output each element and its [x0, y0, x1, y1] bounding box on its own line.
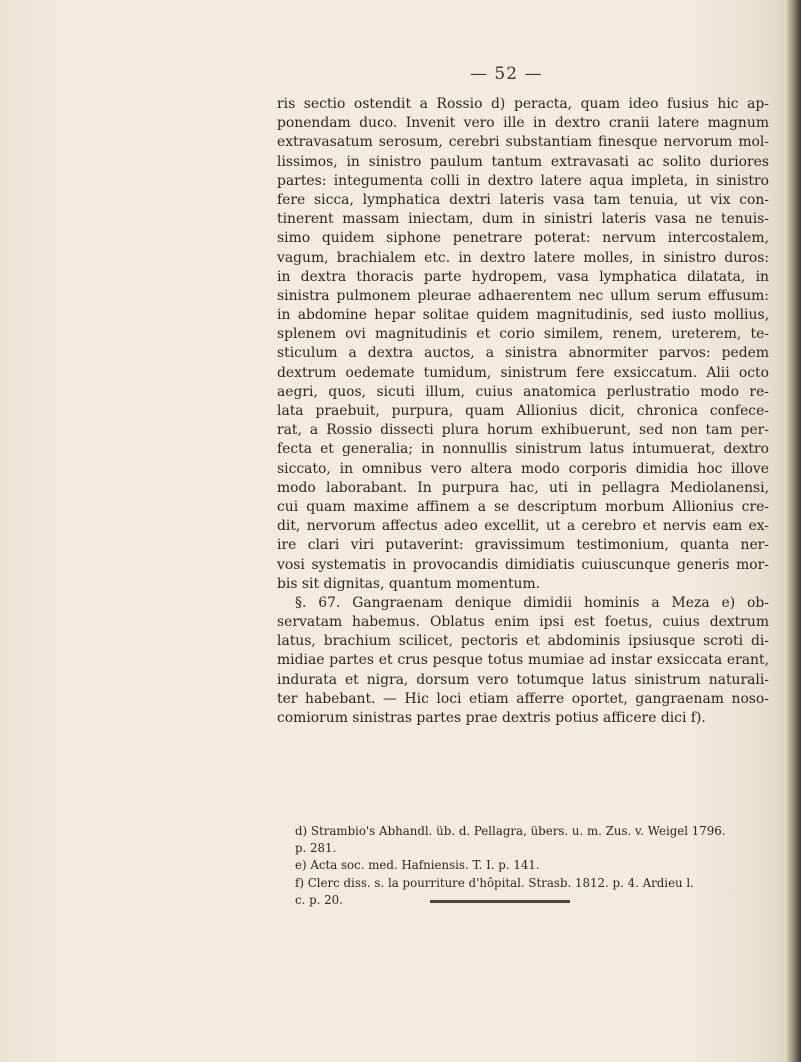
page-number-value: 52: [494, 64, 519, 84]
body-line: in dextra thoracis parte hydropem, vasa lymphatica dilatata, in: [277, 268, 769, 285]
body-line: simo quidem siphone penetrare poterat: nervum intercostalem,: [277, 230, 769, 247]
body-line: in abdomine hepar solitae quidem magnitudinis, sed iusto mollius,: [277, 307, 769, 324]
footnote-f: f) Clerc diss. s. la pourriture d'hôpital. Strasb. 1812. p. 4. Ardieu l.: [295, 875, 694, 890]
body-line: vosi systematis in provocandis dimidiatis cuiuscunque generis mor-: [277, 556, 769, 573]
body-line: indurata et nigra, dorsum vero totumque latus sinistrum naturali-: [277, 671, 769, 688]
footnote-d: d) Strambio's Abhandl. üb. d. Pellagra, übers. u. m. Zus. v. Weigel 1796.: [295, 824, 726, 838]
body-text: [277, 95, 769, 728]
body-line: latus, brachium scilicet, pectoris et abdominis ipsiusque scroti di-: [277, 633, 769, 650]
body-line: lissimos, in sinistro paulum tantum extravasati ac solito duriores: [277, 153, 769, 170]
body-line: sinistra pulmonem pleurae adhaerentem nec ullum serum effusum:: [277, 287, 769, 304]
body-line: rat, a Rossio dissecti plura horum exhibuerunt, sed non tam per-: [277, 422, 769, 439]
body-line: aegri, quos, sicuti illum, cuius anatomica perlustratio modo re-: [277, 383, 769, 400]
body-line: extravasatum serosum, cerebri substantiam finesque nervorum mol-: [277, 134, 769, 151]
body-line: midiae partes et crus pesque totus mumiae ad instar exsiccata erant,: [277, 652, 769, 669]
body-line: tinerent massam iniectam, dum in sinistri lateris vasa ne tenuis-: [277, 211, 769, 228]
footnote-e: e) Acta soc. med. Hafniensis. T. I. p. 141.: [295, 858, 540, 873]
body-line: partes: integumenta colli in dextro latere aqua impleta, in sinistro: [277, 172, 769, 189]
body-line: fere sicca, lymphatica dextri lateris vasa tam tenuia, ut vix con-: [277, 191, 769, 208]
body-line: siccato, in omnibus vero altera modo corporis dimidia hoc illove: [277, 460, 769, 477]
body-line: lata praebuit, purpura, quam Allionius dicit, chronica confece-: [277, 403, 769, 419]
body-line: ponendam duco. Invenit vero ille in dextro cranii latere magnum: [277, 115, 769, 132]
body-line: modo laborabant. In purpura hac, uti in pellagra Mediolanensi,: [277, 479, 769, 496]
body-line: fecta et generalia; in nonnullis sinistrum latus intumuerat, dextro: [277, 441, 769, 458]
section-67-line: §. 67. Gangraenam denique dimidii hominis a Meza e) ob-: [295, 594, 769, 611]
body-line: splenem ovi magnitudinis et corio similem, renem, ureterem, te-: [277, 326, 769, 343]
body-line: vagum, brachialem etc. in dextro latere molles, in sinistro duros:: [277, 249, 769, 266]
body-line: comiorum sinistras partes prae dextris potius afficere dici f).: [277, 710, 706, 726]
body-line: sticulum a dextra auctos, a sinistra abnormiter parvos: pedem: [277, 345, 769, 362]
page-number: — 52 —: [470, 64, 543, 84]
footnote-f-cont: c. p. 20.: [295, 892, 343, 907]
body-line: bis sit dignitas, quantum momentum.: [277, 575, 541, 592]
body-line: dit, nervorum affectus adeo excellit, ut a cerebro et nervis eam ex-: [277, 518, 769, 535]
body-line: ire clari viri putaverint: gravissimum testimonium, quanta ner-: [277, 537, 769, 554]
footnotes: [277, 823, 769, 909]
body-line: ris sectio ostendit a Rossio d) peracta, quam ideo fusius hic ap-: [277, 96, 769, 112]
body-line: servatam habemus. Oblatus enim ipsi est foetus, cuius dextrum: [277, 614, 769, 631]
body-line: cui quam maxime affinem a se descriptum morbum Allionius cre-: [277, 498, 769, 515]
body-line: dextrum oedemate tumidum, sinistrum fere exsiccatum. Alii octo: [277, 364, 769, 381]
footnote-d-cont: p. 281.: [295, 841, 337, 856]
rule-divider: [430, 900, 570, 903]
body-line: ter habebant. — Hic loci etiam afferre oportet, gangraenam noso-: [277, 690, 769, 707]
page-edge: [787, 0, 801, 1062]
